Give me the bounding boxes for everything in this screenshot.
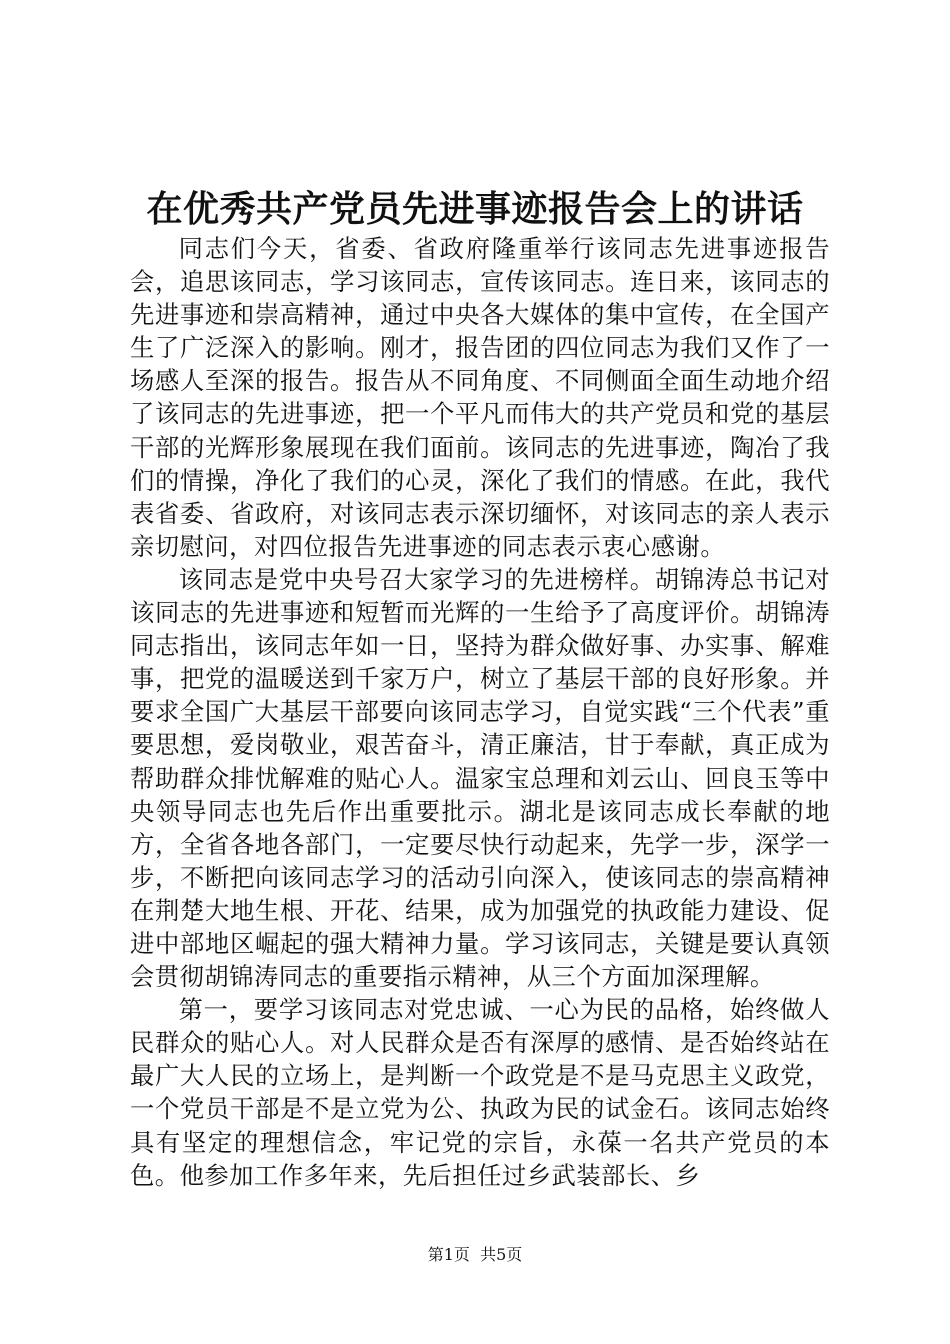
paragraph-1: 同志们今天，省委、省政府隆重举行该同志先进事迹报告会，追思该同志，学习该同志，宣传该同志。连日来，该同志的先进事迹和崇高精神，通过中央各大媒体的集中宣传，在全国产生了广泛深入的影响。刚才，报告团的四位同志为我们又作了一场感人至深的报告。报告从不同角度、不同侧面全面生动地介绍了该同志的先进事迹，把一个平凡而伟大的共产党员和党的基层干部的光辉形象展现在我们面前。该同志的先进事迹，陶冶了我们的情操，净化了我们的心灵，深化了我们的情感。在此，我代表省委、省政府，对该同志表示深切缅怀，对该同志的亲人表示亲切慰问，对四位报告先进事迹的同志表示衷心感谢。 (130, 234, 830, 561)
page-footer (0, 1244, 950, 1266)
paragraph-2: 该同志是党中央号召大家学习的先进榜样。胡锦涛总书记对该同志的先进事迹和短暂而光辉的一生给予了高度评价。胡锦涛同志指出，该同志年如一日，坚持为群众做好事、办实事、解难事，把党的温暖送到千家万户，树立了基层干部的良好形象。并要求全国广大基层干部要向该同志学习，自觉实践“三个代表”重要思想，爱岗敬业，艰苦奋斗，清正廉洁，甘于奉献，真正成为帮助群众排忧解难的贴心人。温家宝总理和刘云山、回良玉等中央领导同志也先后作出重要批示。湖北是该同志成长奉献的地方，全省各地各部门，一定要尽快行动起来，先学一步，深学一步，不断把向该同志学习的活动引向深入，使该同志的崇高精神在荆楚大地生根、开花、结果，成为加强党的执政能力建设、促进中部地区崛起的强大精神力量。学习该同志，关键是要认真领会贯彻胡锦涛同志的重要指示精神，从三个方面加深理解。 (130, 564, 830, 992)
document-body (130, 232, 830, 1192)
page-number-label: 第1页 共5页 (427, 1245, 523, 1264)
document-title: 在优秀共产党员先进事迹报告会上的讲话 (146, 188, 804, 230)
paragraph-3: 第一，要学习该同志对党忠诚、一心为民的品格，始终做人民群众的贴心人。对人民群众是否有深厚的感情、是否始终站在最广大人民的立场上，是判断一个政党是不是马克思主义政党，一个党员干部是不是立党为公、执政为民的试金石。该同志始终具有坚定的理想信念，牢记党的宗旨，永葆一名共产党员的本色。他参加工作多年来，先后担任过乡武装部长、乡 (130, 995, 830, 1190)
